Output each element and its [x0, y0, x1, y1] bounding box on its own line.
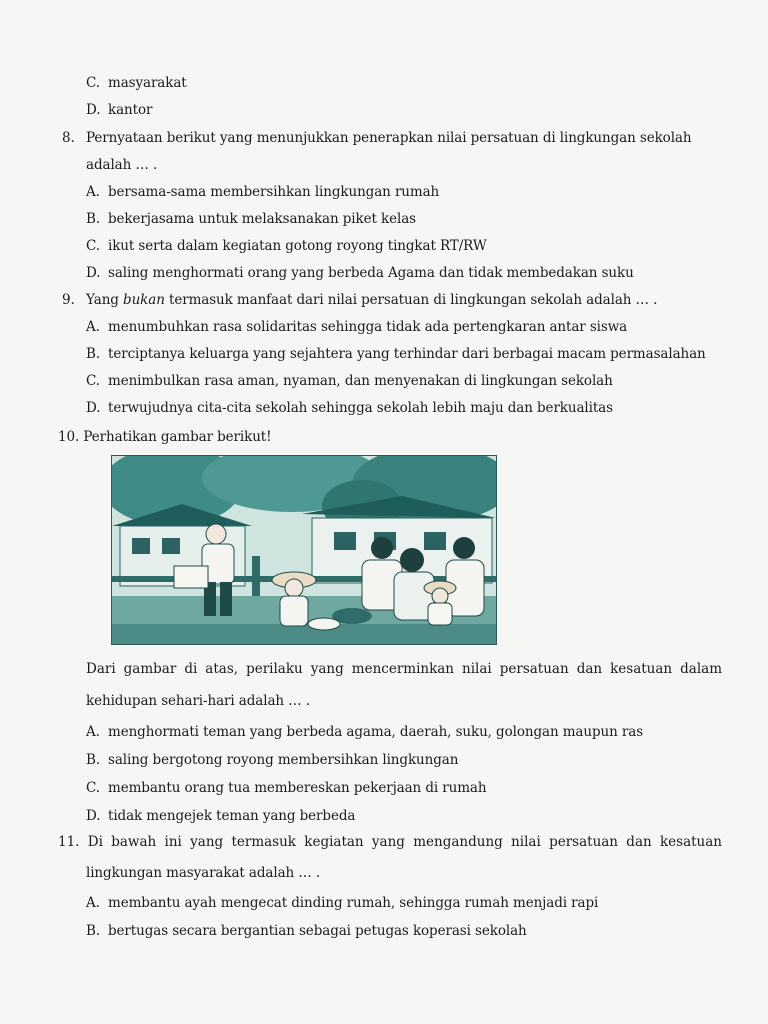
question-11-option-b: B. bertugas secara bergantian sebagai petugas koperasi sekolah: [86, 923, 527, 939]
gotong-royong-illustration: [111, 455, 497, 645]
question-number: 11.: [58, 834, 80, 850]
question-9-line1: 9. Yang bukan termasuk manfaat dari nilai persatuan di lingkungan sekolah adalah … .: [62, 292, 658, 308]
question-number: 8.: [62, 130, 75, 146]
question-9-option-b: B. terciptanya keluarga yang sejahtera yang terhindar dari berbagai macam permasalahan: [86, 346, 706, 362]
question-10-line2: Dari gambar di atas, perilaku yang mencerminkan nilai persatuan dan kesatuan dalam: [86, 661, 722, 677]
question-8-option-b: B. bekerjasama untuk melaksanakan piket kelas: [86, 211, 416, 227]
question-number: 9.: [62, 292, 75, 308]
question-10-line3: kehidupan sehari-hari adalah … .: [86, 693, 310, 709]
question-8-option-c: C. ikut serta dalam kegiatan gotong royong tingkat RT/RW: [86, 238, 487, 254]
question-8-line1: 8. Pernyataan berikut yang menunjukkan penerapkan nilai persatuan di lingkungan sekolah: [62, 130, 692, 146]
question-10-option-b: B. saling bergotong royong membersihkan lingkungan: [86, 752, 459, 768]
question-10-line1: 10. Perhatikan gambar berikut!: [58, 429, 272, 445]
question-11-option-a: A. membantu ayah mengecat dinding rumah, sehingga rumah menjadi rapi: [86, 895, 599, 911]
question-number: 10.: [58, 429, 80, 445]
question-8-option-d: D. saling menghormati orang yang berbeda Agama dan tidak membedakan suku: [86, 265, 634, 281]
question-10-option-c: C. membantu orang tua membereskan pekerjaan di rumah: [86, 780, 487, 796]
question-9-option-c: C. menimbulkan rasa aman, nyaman, dan menyenakan di lingkungan sekolah: [86, 373, 613, 389]
question-10-option-a: A. menghormati teman yang berbeda agama, daerah, suku, golongan maupun ras: [86, 724, 644, 740]
question-11-line2: lingkungan masyarakat adalah … .: [86, 865, 321, 881]
question-8-line2: adalah … .: [86, 157, 158, 173]
question-9-option-d: D. terwujudnya cita-cita sekolah sehingga sekolah lebih maju dan berkualitas: [86, 400, 613, 416]
question-11-line1: 11. Di bawah ini yang termasuk kegiatan yang mengandung nilai persatuan dan kesatuan: [58, 834, 722, 850]
option-d-prev: D. kantor: [86, 102, 153, 118]
question-8-option-a: A. bersama-sama membersihkan lingkungan rumah: [86, 184, 440, 200]
question-9-option-a: A. menumbuhkan rasa solidaritas sehingga tidak ada pertengkaran antar siswa: [86, 319, 628, 335]
question-10-option-d: D. tidak mengejek teman yang berbeda: [86, 808, 356, 824]
option-c-prev: C. masyarakat: [86, 75, 187, 91]
